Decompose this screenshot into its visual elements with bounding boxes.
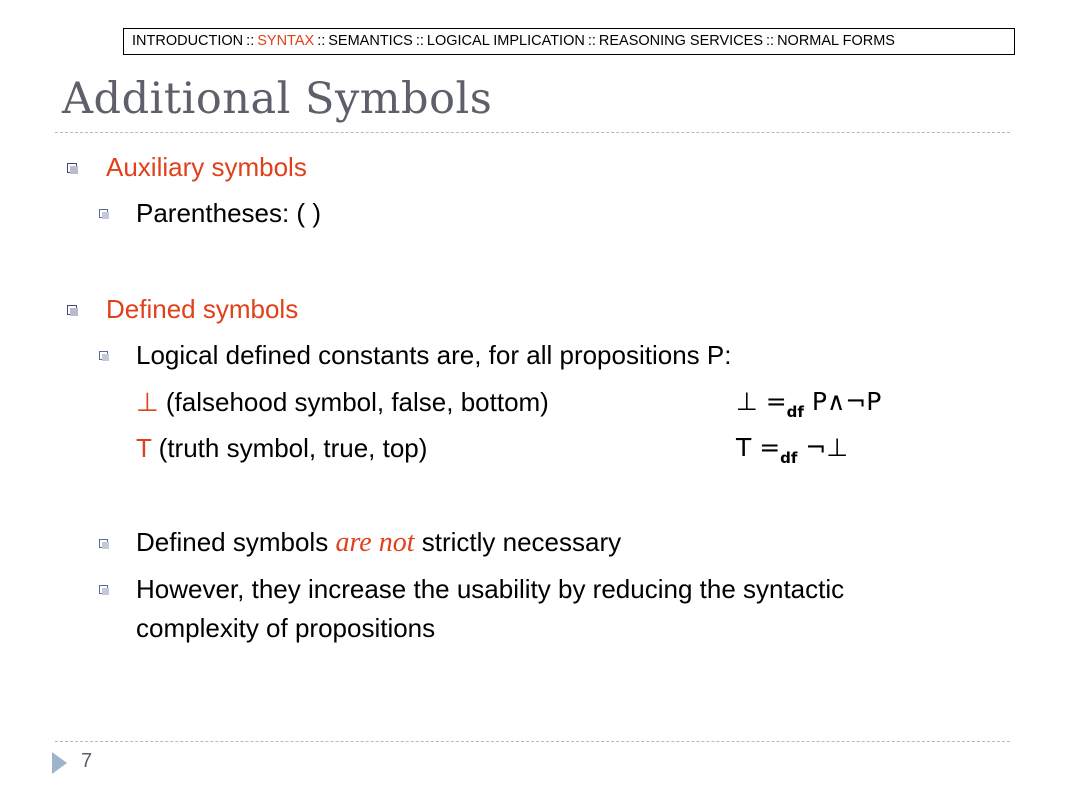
title-divider xyxy=(55,132,1010,133)
nav-item-semantics[interactable]: SEMANTICS xyxy=(328,33,413,49)
usability-line-1: However, they increase the usability by reducing the syntactic xyxy=(136,574,845,604)
logical-constants-item: Logical defined constants are, for all propositions P: xyxy=(136,340,732,370)
slide-title: Additional Symbols xyxy=(62,74,493,124)
formula-rhs: ¬⊥ xyxy=(805,433,849,462)
parentheses-item: Parentheses: ( ) xyxy=(136,198,321,228)
nav-separator: :: xyxy=(317,33,326,49)
falsehood-symbol: ⊥ xyxy=(136,387,159,417)
triangle-right-icon xyxy=(52,752,67,774)
truth-symbol: T xyxy=(136,433,152,463)
truth-row xyxy=(136,433,427,463)
nav-item-normal-forms[interactable]: NORMAL FORMS xyxy=(777,33,895,49)
sub-bullet-icon xyxy=(99,351,108,360)
nav-item-logical-implication[interactable]: LOGICAL IMPLICATION xyxy=(426,33,585,49)
sub-bullet-icon xyxy=(99,209,108,218)
formula-lhs: T = xyxy=(736,433,781,462)
aux-symbols-heading: Auxiliary symbols xyxy=(106,152,307,182)
formula-subscript: df xyxy=(780,449,798,467)
falsehood-row xyxy=(136,387,549,417)
not-necessary-post: strictly necessary xyxy=(421,527,622,557)
footer-divider xyxy=(55,741,1010,742)
page-number: 7 xyxy=(81,750,93,772)
bullet-icon xyxy=(67,163,77,173)
formula-lhs: ⊥ = xyxy=(736,387,787,416)
nav-item-introduction[interactable]: INTRODUCTION xyxy=(132,33,244,49)
not-necessary-item xyxy=(136,527,621,558)
falsehood-formula xyxy=(736,387,881,421)
falsehood-description: (falsehood symbol, false, bottom) xyxy=(165,387,549,417)
section-navigation xyxy=(123,28,1015,55)
truth-formula xyxy=(736,433,848,467)
usability-line-2: complexity of propositions xyxy=(136,613,436,643)
truth-description: (truth symbol, true, top) xyxy=(158,433,428,463)
bullet-icon xyxy=(67,305,77,315)
nav-item-syntax[interactable]: SYNTAX xyxy=(257,33,315,49)
formula-rhs: P∧¬P xyxy=(811,387,882,416)
nav-separator: :: xyxy=(246,33,255,49)
sub-bullet-icon xyxy=(99,539,108,548)
sub-bullet-icon xyxy=(99,585,108,594)
nav-separator: :: xyxy=(415,33,424,49)
defined-symbols-heading: Defined symbols xyxy=(106,294,299,324)
nav-item-reasoning-services[interactable]: REASONING SERVICES xyxy=(598,33,763,49)
not-necessary-pre: Defined symbols xyxy=(136,527,329,557)
nav-separator: :: xyxy=(766,33,775,49)
formula-subscript: df xyxy=(786,403,804,421)
nav-separator: :: xyxy=(587,33,596,49)
not-necessary-emphasis: are not xyxy=(335,527,415,558)
